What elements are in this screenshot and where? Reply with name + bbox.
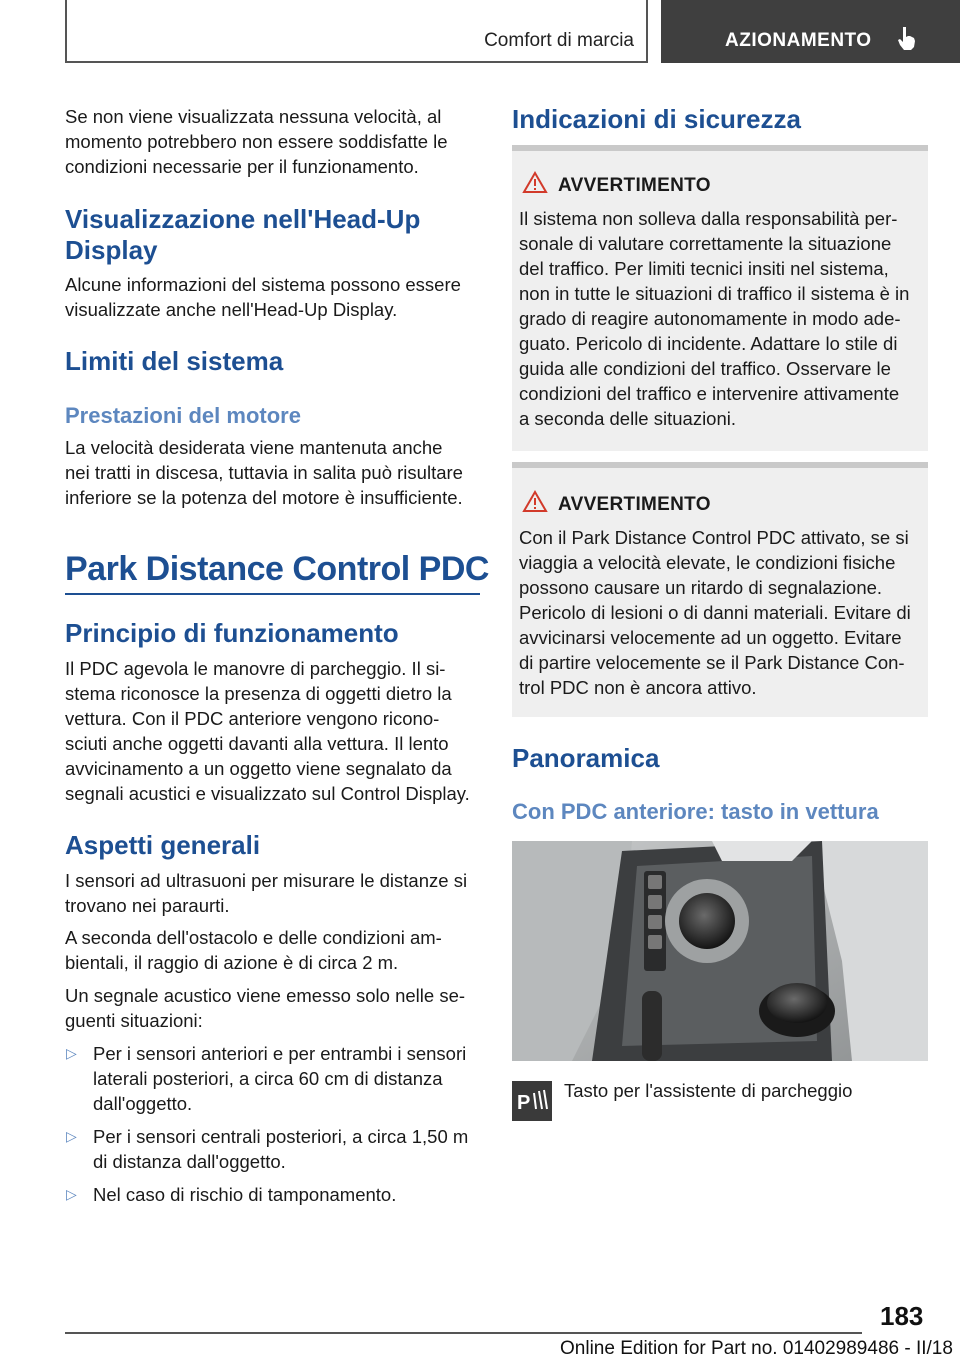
center-console-photo — [512, 841, 928, 1061]
footer-edition: Online Edition for Part no. 01402989486 - II/18 — [560, 1338, 953, 1359]
engine-performance-heading: Prestazioni del motore — [65, 403, 301, 428]
bullet-triangle-icon: ▷ — [66, 1128, 77, 1144]
warning-text: Con il Park Distance Control PDC attivato, se si viaggia a velocità elevate, le condizioni fisiche possono causare un ritardo di segnalazione. Pericolo di lesioni o di danni materiali. Evitare di avvicinarsi velocemente ad un oggetto. Evitare di partire velocemente se il Park Distance Con- trol PDC non è ancora attivo. — [519, 527, 911, 698]
warning-box-2 — [512, 462, 928, 717]
warning-box-1 — [512, 145, 928, 451]
general-paragraph-3: Un segnale acustico viene emesso solo nelle se- guenti situazioni: — [65, 985, 466, 1031]
header-chapter-tab — [661, 0, 960, 63]
parking-assistant-icon — [512, 1081, 552, 1121]
hud-paragraph: Alcune informazioni del sistema possono essere visualizzate anche nell'Head-Up Display. — [65, 274, 461, 320]
intro-paragraph: Se non viene visualizzata nessuna velocità, al momento potrebbero non essere soddisfatte le condizioni necessarie per il funzionamento. — [65, 106, 448, 177]
bullet-triangle-icon: ▷ — [66, 1045, 77, 1061]
header-chapter-title: AZIONAMENTO — [725, 30, 872, 51]
engine-paragraph: La velocità desiderata viene mantenuta anche nei tratti in discesa, tuttavia in salita può risultare inferiore se la potenza del motore è insufficiente. — [65, 437, 463, 508]
warning-title: AVVERTIMENTO — [558, 175, 711, 196]
pointing-hand-icon — [897, 25, 917, 51]
header-section-box — [65, 0, 648, 63]
warning-text: Il sistema non solleva dalla responsabilità per- sonale di valutare correttamente la situazione del traffico. Per limiti tecnici insiti nel sistema, non in tutte le situazioni di traffico il sistema è in grado di reagire autonomamente in modo ade- guato. Pericolo di incidente. Adattare lo stile di guida alle condizioni del traffico. Osservare le condizioni del traffico e intervenire attivamente a seconda delle situazioni. — [519, 208, 910, 429]
warning-triangle-icon — [522, 171, 548, 194]
warning-triangle-icon — [522, 490, 548, 513]
general-paragraph-2: A seconda dell'ostacolo e delle condizioni am- bientali, il raggio di azione è di circa 2 m. — [65, 927, 442, 973]
pdc-heading-rule — [65, 593, 480, 595]
header-section-title: Comfort di marcia — [484, 30, 634, 51]
front-pdc-heading: Con PDC anteriore: tasto in vettura — [512, 799, 879, 824]
footer-rule — [65, 1332, 862, 1334]
warning-title: AVVERTIMENTO — [558, 494, 711, 515]
button-caption: Tasto per l'assistente di parcheggio — [564, 1080, 853, 1101]
principle-heading: Principio di funzionamento — [65, 618, 399, 648]
hud-heading: Visualizzazione nell'Head-Up Display — [65, 204, 421, 265]
list-item: Nel caso di rischio di tamponamento. — [93, 1184, 397, 1205]
svg-text:P: P — [517, 1092, 531, 1114]
general-heading: Aspetti generali — [65, 830, 261, 860]
list-item: Per i sensori centrali posteriori, a circa 1,50 m di distanza dall'oggetto. — [93, 1126, 469, 1172]
pdc-chapter-heading: Park Distance Control PDC — [65, 550, 489, 588]
safety-heading: Indicazioni di sicurezza — [512, 104, 801, 134]
bullet-triangle-icon: ▷ — [66, 1186, 77, 1202]
page-number: 183 — [880, 1301, 924, 1331]
general-paragraph-1: I sensori ad ultrasuoni per misurare le distanze si trovano nei paraurti. — [65, 870, 468, 916]
overview-heading: Panoramica — [512, 743, 660, 773]
principle-paragraph: Il PDC agevola le manovre di parcheggio. Il si- stema riconosce la presenza di oggetti dietro la vettura. Con il PDC anteriore vengono ricono- sciuti anche oggetti davanti alla vettura. Il lento avvicinamento a un oggetto viene segnalato da segnali acustici e visualizzato sul Control Display. — [65, 658, 470, 804]
system-limits-heading: Limiti del sistema — [65, 346, 284, 376]
list-item: Per i sensori anteriori e per entrambi i sensori laterali posteriori, a circa 60 cm di distanza dall'oggetto. — [93, 1043, 467, 1114]
parking-assistant-button-icon — [512, 1081, 552, 1121]
